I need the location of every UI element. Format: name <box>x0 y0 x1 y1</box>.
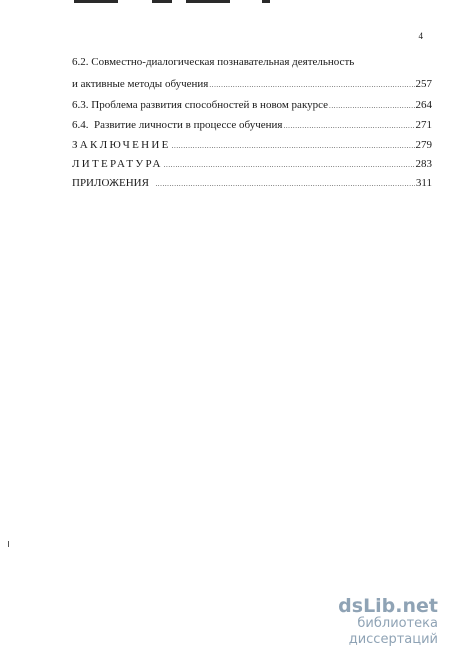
toc-entry-6-3 <box>72 98 432 112</box>
watermark-tagline: библиотека диссертаций <box>348 616 438 647</box>
toc-entry-title: 6.4. Развитие личности в процессе обучения <box>72 119 283 131</box>
toc-entry-page: 271 <box>415 119 432 131</box>
toc-entry-title: 6.2. Совместно-диалогическая познавательная деятельность <box>72 56 355 68</box>
toc-entry-page: 279 <box>415 139 432 151</box>
toc-entry-title: ЛИТЕРАТУРА <box>72 158 163 170</box>
toc-entry-6-2-heading <box>72 55 432 69</box>
toc-leader-dots <box>329 99 414 113</box>
page-number: 4 <box>418 31 423 41</box>
toc-entry-page: 264 <box>415 99 432 111</box>
toc-entry-appendices <box>72 176 432 190</box>
toc-leader-dots <box>172 139 415 153</box>
toc-leader-dots <box>209 78 414 92</box>
toc-leader-dots <box>283 119 414 133</box>
toc-entry-title: ПРИЛОЖЕНИЯ <box>72 177 155 189</box>
toc-entry-title: ЗАКЛЮЧЕНИЕ <box>72 139 171 151</box>
toc-entry-literature <box>72 157 432 171</box>
toc-entry-page: 311 <box>415 177 432 189</box>
toc-entry-title: 6.3. Проблема развития способностей в новом ракурсе <box>72 99 329 111</box>
toc-entry-6-4 <box>72 118 432 132</box>
watermark <box>268 595 438 647</box>
toc-entry-page: 283 <box>415 158 432 170</box>
toc-leader-dots <box>164 158 415 172</box>
toc-entry-title: и активные методы обучения <box>72 78 209 90</box>
watermark-logo: dsLib.net <box>338 595 438 617</box>
scan-mark <box>8 541 9 547</box>
toc-entry-conclusion <box>72 138 432 152</box>
toc-leader-dots <box>155 177 414 191</box>
toc-entry-6-2 <box>72 77 432 91</box>
scan-top-edge <box>0 0 450 3</box>
toc-entry-page: 257 <box>415 78 432 90</box>
